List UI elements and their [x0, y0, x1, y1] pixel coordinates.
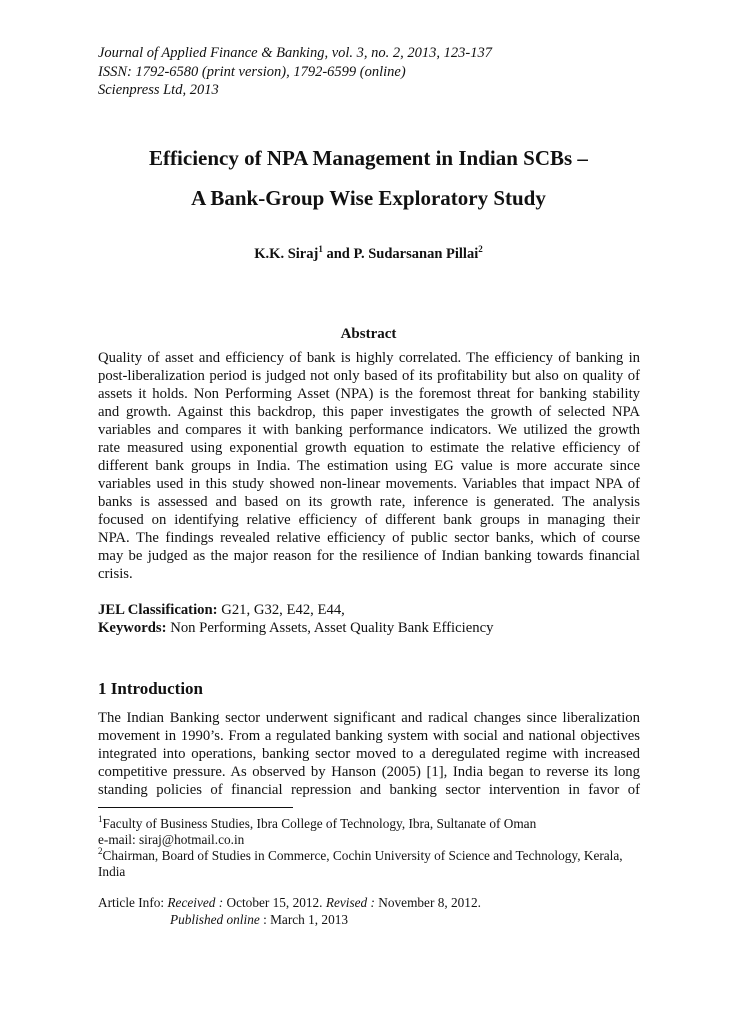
- keywords-label: Keywords:: [98, 620, 167, 636]
- article-info: [98, 894, 481, 928]
- footnote-mark: 1: [98, 814, 103, 824]
- author-1: K.K. Siraj: [254, 246, 319, 262]
- keywords-value: Non Performing Assets, Asset Quality Bank Efficiency: [166, 620, 494, 636]
- authors: [0, 246, 737, 263]
- article-info-label: Article Info:: [98, 895, 168, 910]
- affiliation-mark-2: 2: [478, 244, 483, 254]
- text-line: The Indian Banking sector underwent significant and radical changes since liberalization: [98, 710, 640, 726]
- author-2: P. Sudarsanan Pillai: [353, 246, 479, 262]
- text-line: may be judged as the major reason for the resilience of Indian banking towards financial: [98, 548, 640, 564]
- text-line: and growth. Against this backdrop, this paper investigates the growth of selected NPA: [98, 404, 640, 420]
- authors-and: and: [322, 246, 354, 262]
- section-heading-introduction: 1 Introduction: [98, 679, 204, 698]
- text-line: different bank groups in India. The estimation using EG value is more accurate since: [98, 458, 640, 474]
- text-line: crisis.: [98, 566, 133, 582]
- keywords: [98, 619, 493, 637]
- text-line: competitive pressure. As observed by Hanson (2005) [1], India began to reverse its long: [98, 764, 640, 780]
- jel-value: G21, G32, E42, E44,: [217, 602, 345, 618]
- paper-title-line-1: Efficiency of NPA Management in Indian SCBs –: [149, 146, 588, 170]
- text-line: movement in 1990’s. From a regulated banking system with social and national objectives: [98, 728, 640, 744]
- footnote-text: Faculty of Business Studies, Ibra College of Technology, Ibra, Sultanate of Oman: [102, 816, 537, 831]
- issn: ISSN: 1792-6580 (print version), 1792-6599 (online): [98, 63, 406, 80]
- journal-header: [98, 44, 492, 100]
- received-label: Received :: [167, 895, 224, 910]
- abstract-body: [98, 349, 640, 583]
- revised-date: November 8, 2012.: [374, 895, 481, 910]
- jel-classification: [98, 601, 345, 619]
- text-line: assets it holds. Non Performing Asset (NPA) is the foremost threat for banking stability: [98, 386, 640, 402]
- text-line: banks is assessed and based on its growth rate, inference is generated. The analysis: [98, 494, 640, 510]
- received-date: October 15, 2012.: [223, 895, 326, 910]
- footnote-2-cont: India: [98, 864, 126, 879]
- text-line: post-liberalization period is judged not only based of its profitability but also on quality of: [98, 368, 640, 384]
- affiliation-mark-1: 1: [318, 244, 323, 254]
- revised-label: Revised :: [325, 895, 375, 910]
- abstract-heading: Abstract: [340, 326, 397, 342]
- text-line: rate measured using exponential growth equation to estimate the relative efficiency of: [98, 440, 640, 456]
- text-line: NPA. The findings revealed relative efficiency of public sector banks, which of course: [98, 530, 640, 546]
- footnote-1: [98, 816, 623, 832]
- text-line: variables and compares it with banking performance indicators. We utilized the growth: [98, 422, 640, 438]
- footnote-text: Chairman, Board of Studies in Commerce, Cochin University of Science and Technology, Kerala,: [102, 848, 623, 863]
- publisher: Scienpress Ltd, 2013: [98, 82, 219, 98]
- text-line: focused on identifying relative efficiency of different bank groups in managing their: [98, 512, 640, 528]
- footnote-divider: [98, 807, 293, 808]
- published-date: : March 1, 2013: [259, 912, 349, 927]
- text-line: integrated into operations, banking sector moved to a deregulated regime with increased: [98, 746, 640, 762]
- text-line: variables used in this study showed non-linear movements. Variables that impact NPA of: [98, 476, 640, 492]
- introduction-body: [98, 709, 640, 799]
- footnotes: [98, 816, 623, 880]
- footnote-email: e-mail: siraj@hotmail.co.in: [98, 832, 245, 847]
- jel-label: JEL Classification:: [98, 602, 218, 618]
- footnote-mark: 2: [98, 846, 103, 856]
- journal-citation: Journal of Applied Finance & Banking, vol. 3, no. 2, 2013, 123-137: [98, 45, 492, 61]
- footnote-2: [98, 848, 623, 864]
- paper-title-line-2: A Bank-Group Wise Exploratory Study: [191, 186, 546, 210]
- text-line: Quality of asset and efficiency of bank is highly correlated. The efficiency of banking in: [98, 350, 640, 366]
- published-label: Published online: [170, 912, 260, 927]
- text-line: standing policies of financial repression and banking sector intervention in favor of: [98, 782, 640, 798]
